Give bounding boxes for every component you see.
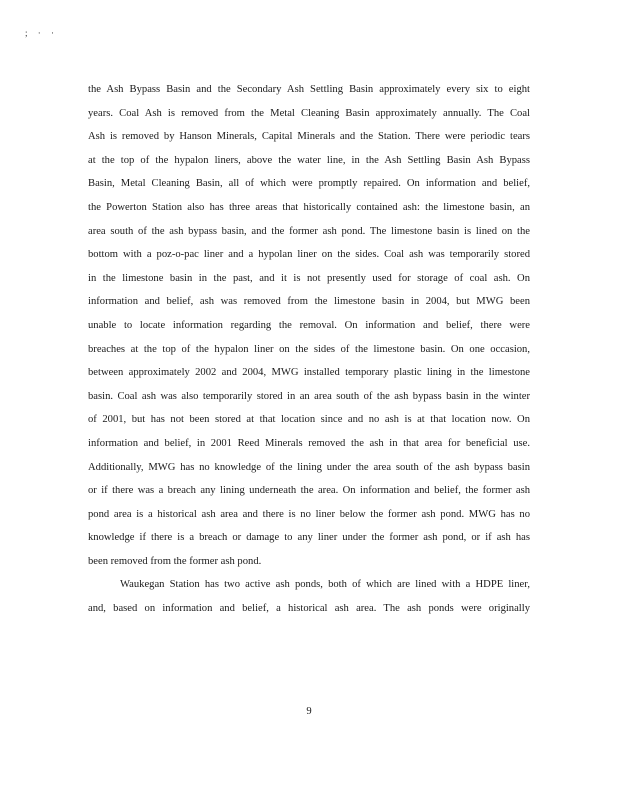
- text-line: breaches at the top of the hypalon liner on the sides of the limestone basin. On one occasion,: [88, 343, 530, 355]
- page-number: 9: [306, 706, 312, 717]
- text-line: Additionally, MWG has no knowledge of the lining under the area south of the ash bypass basin: [88, 461, 530, 473]
- text-line: information and belief, in 2001 Reed Minerals removed the ash in that area for beneficial use.: [88, 437, 530, 449]
- text-line: Ash is removed by Hanson Minerals, Capital Minerals and the Station. There were periodic tears: [88, 131, 530, 143]
- text-line: pond area is a historical ash area and there is no liner below the former ash pond. MWG has no: [88, 508, 530, 520]
- text-line: between approximately 2002 and 2004, MWG installed temporary plastic lining in the limestone: [88, 367, 530, 379]
- text-line: unable to locate information regarding the removal. On information and belief, there were: [88, 319, 530, 331]
- text-line: bottom with a poz-o-pac liner and a hypolan liner on the sides. Coal ash was temporarily stored: [88, 249, 530, 261]
- body-text: [88, 78, 530, 621]
- text-line: Basin, Metal Cleaning Basin, all of which were promptly repaired. On information and belief,: [88, 178, 530, 190]
- text-line: basin. Coal ash was also temporarily stored in an area south of the ash bypass basin in the winter: [88, 390, 530, 402]
- corner-mark: ; · ·: [25, 28, 58, 38]
- text-line: Waukegan Station has two active ash ponds, both of which are lined with a HDPE liner,: [120, 579, 530, 591]
- text-line: knowledge if there is a breach or damage to any liner under the former ash pond, or if ash has: [88, 532, 530, 544]
- text-line: been removed from the former ash pond.: [88, 555, 262, 567]
- text-line: of 2001, but has not been stored at that location since and no ash is at that location now. On: [88, 414, 530, 426]
- text-line: area south of the ash bypass basin, and the former ash pond. The limestone basin is lined on the: [88, 225, 530, 237]
- text-line: the Powerton Station also has three areas that historically contained ash: the limestone basin, an: [88, 201, 530, 213]
- text-line: and, based on information and belief, a historical ash area. The ash ponds were originally: [88, 603, 530, 615]
- text-line: at the top of the hypalon liners, above the water line, in the Ash Settling Basin Ash Bypass: [88, 154, 530, 166]
- text-line: or if there was a breach any lining underneath the area. On information and belief, the former ash: [88, 485, 530, 497]
- text-line: in the limestone basin in the past, and it is not presently used for storage of coal ash. On: [88, 272, 530, 284]
- text-line: information and belief, ash was removed from the limestone basin in 2004, but MWG been: [88, 296, 530, 308]
- text-line: the Ash Bypass Basin and the Secondary Ash Settling Basin approximately every six to eight: [88, 84, 530, 95]
- text-line: years. Coal Ash is removed from the Metal Cleaning Basin approximately annually. The Coal: [88, 107, 530, 119]
